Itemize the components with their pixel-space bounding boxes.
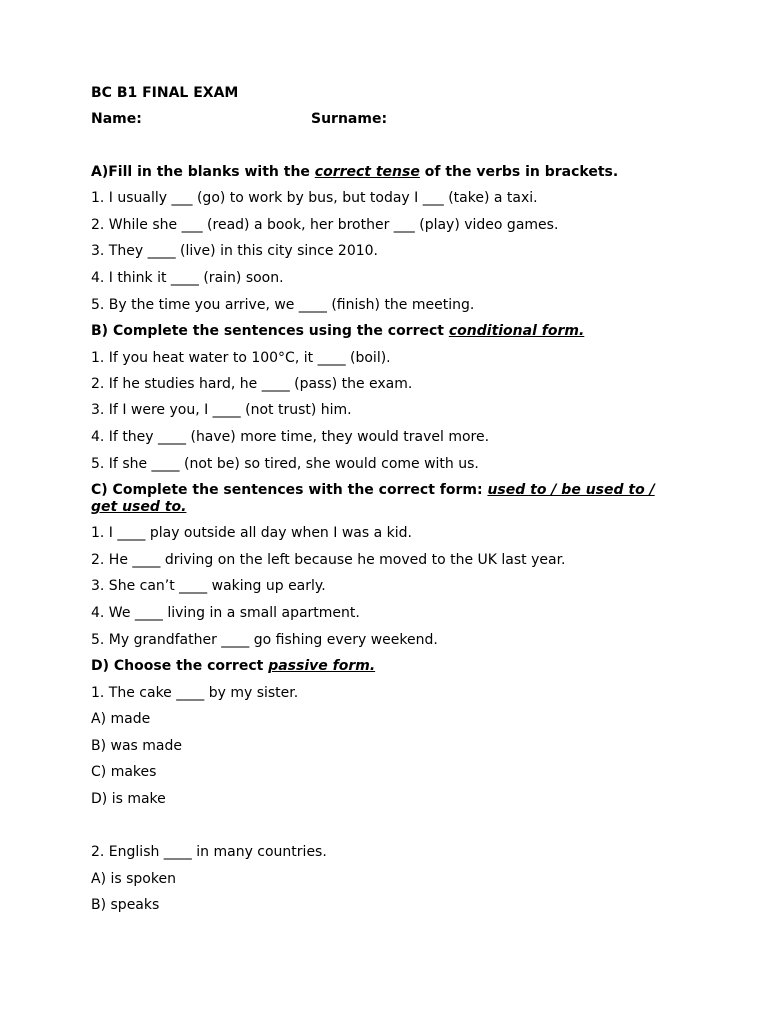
surname-label: Surname: (311, 111, 388, 127)
section-c-item-1: 1. I ____ play outside all day when I was a kid. (91, 525, 412, 541)
question-1-option-c: C) makes (91, 764, 157, 780)
section-c-item-3: 3. She can’t ____ waking up early. (91, 578, 326, 594)
section-c-heading-pre: C) Complete the sentences with the correct form: (91, 482, 488, 498)
section-a-heading-pre: A)Fill in the blanks with the (91, 164, 315, 180)
question-1: 1. The cake ____ by my sister. (91, 685, 299, 701)
question-2: 2. English ____ in many countries. (91, 844, 327, 860)
section-b-item-2: 2. If he studies hard, he ____ (pass) the exam. (91, 376, 413, 392)
section-a-item-4: 4. I think it ____ (rain) soon. (91, 270, 284, 286)
exam-title: BC B1 FINAL EXAM (91, 85, 239, 101)
section-b-item-4: 4. If they ____ (have) more time, they would travel more. (91, 429, 490, 445)
section-c-heading-emph-2: get used to. (91, 499, 187, 515)
section-a-item-5: 5. By the time you arrive, we ____ (finish) the meeting. (91, 297, 475, 313)
question-2-option-a: A) is spoken (91, 871, 176, 887)
section-a-item-1: 1. I usually ___ (go) to work by bus, but today I ___ (take) a taxi. (91, 190, 538, 206)
section-d-heading (91, 658, 375, 675)
section-d-heading-pre: D) Choose the correct (91, 658, 269, 674)
section-c-heading-line2 (91, 499, 186, 516)
question-1-option-a: A) made (91, 711, 151, 727)
section-c-item-5: 5. My grandfather ____ go fishing every weekend. (91, 632, 438, 648)
section-a-item-2: 2. While she ___ (read) a book, her brother ___ (play) video games. (91, 217, 559, 233)
name-label: Name: (91, 111, 142, 127)
section-b-heading-pre: B) Complete the sentences using the correct (91, 323, 449, 339)
question-1-option-d: D) is make (91, 791, 166, 807)
section-b-item-3: 3. If I were you, I ____ (not trust) him. (91, 402, 352, 418)
section-c-heading-emph-1: used to / be used to / (487, 482, 655, 498)
section-c-item-4: 4. We ____ living in a small apartment. (91, 605, 360, 621)
section-c-heading-line1 (91, 482, 655, 499)
section-a-heading-emph: correct tense (314, 164, 420, 180)
section-c-item-2: 2. He ____ driving on the left because he moved to the UK last year. (91, 552, 566, 568)
question-2-option-b: B) speaks (91, 897, 160, 913)
section-b-item-1: 1. If you heat water to 100°C, it ____ (boil). (91, 350, 391, 366)
question-1-option-b: B) was made (91, 738, 183, 754)
section-d-heading-emph: passive form. (268, 658, 376, 674)
section-b-heading-emph: conditional form. (448, 323, 585, 339)
section-a-item-3: 3. They ____ (live) in this city since 2010. (91, 243, 378, 259)
section-b-heading (91, 323, 584, 340)
section-a-heading (91, 164, 618, 181)
section-a-heading-post: of the verbs in brackets. (419, 164, 619, 180)
section-b-item-5: 5. If she ____ (not be) so tired, she would come with us. (91, 456, 479, 472)
